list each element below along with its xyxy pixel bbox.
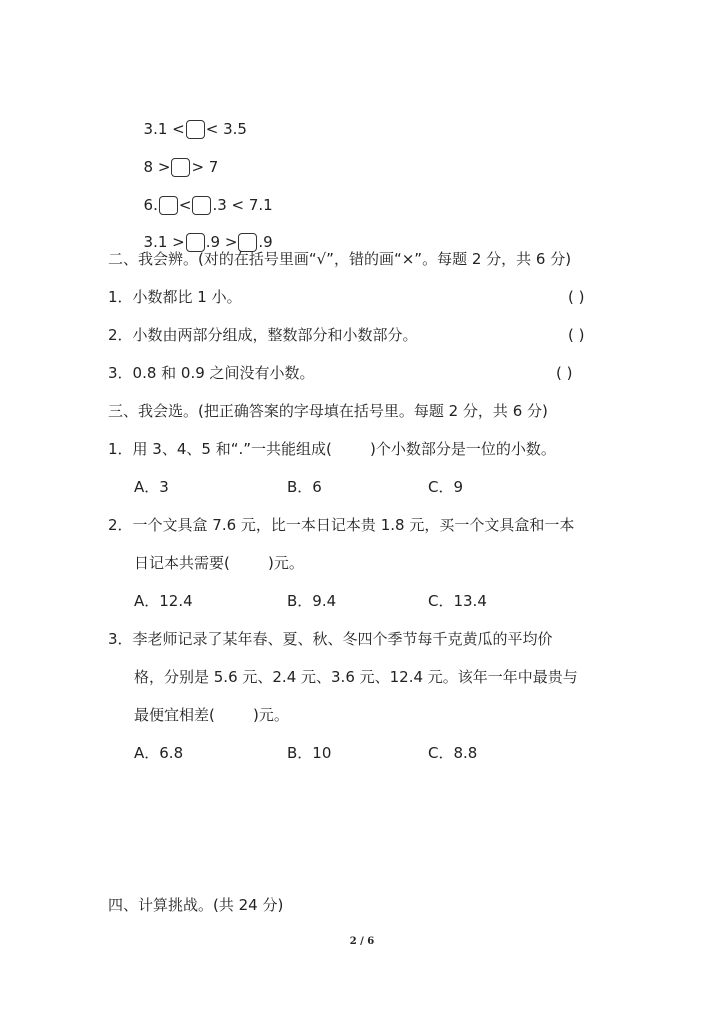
judge-answer-paren-3[interactable]: ( ) (556, 364, 573, 382)
fill-row-4-b: .9 > (205, 233, 238, 251)
page-number: 2 / 6 (349, 936, 375, 947)
judge-answer-paren-1[interactable]: ( ) (568, 288, 585, 306)
fill-row-2 (134, 137, 218, 177)
q2-option-a[interactable]: A．12.4 (134, 592, 193, 610)
choice-q3-line-1: 3．李老师记录了某年春、夏、秋、冬四个季节每千克黄瓜的平均价 (108, 630, 553, 648)
fill-row-3-a: 6. (143, 196, 158, 214)
choice-q3-line-2: 格，分别是 5.6 元、2.4 元、3.6 元、12.4 元。该年一年中最贵与 (134, 668, 578, 686)
judge-answer-paren-2[interactable]: ( ) (568, 326, 585, 344)
fill-row-4-c: .9 (258, 233, 273, 251)
judge-item-1: 1．小数都比 1 小。 (108, 288, 242, 306)
q3-option-c[interactable]: C．8.8 (428, 744, 478, 762)
q1-option-a[interactable]: A．3 (134, 478, 169, 496)
q1-option-c[interactable]: C．9 (428, 478, 464, 496)
fill-row-1 (134, 99, 247, 139)
choice-q2-line-1: 2．一个文具盒 7.6 元，比一本日记本贵 1.8 元，买一个文具盒和一本 (108, 516, 575, 534)
section-3-heading: 三、我会选。(把正确答案的字母填在括号里。每题 2 分，共 6 分) (108, 402, 548, 420)
fill-row-4 (134, 212, 273, 252)
q3-option-a[interactable]: A．6.8 (134, 744, 184, 762)
q2-option-b[interactable]: B．9.4 (287, 592, 337, 610)
q3-option-b[interactable]: B．10 (287, 744, 332, 762)
fill-row-2-left: 8 > (143, 158, 171, 176)
section-2-heading: 二、我会辨。(对的在括号里画“√”，错的画“×”。每题 2 分，共 6 分) (108, 250, 572, 268)
fill-row-4-a: 3.1 > (143, 233, 185, 251)
judge-item-2: 2．小数由两部分组成，整数部分和小数部分。 (108, 326, 418, 344)
fill-row-3-c: .3 < 7.1 (212, 196, 273, 214)
section-4-heading: 四、计算挑战。(共 24 分) (108, 896, 284, 914)
fill-row-1-left: 3.1 < (143, 120, 185, 138)
q2-option-c[interactable]: C．13.4 (428, 592, 487, 610)
fill-row-1-right: < 3.5 (205, 120, 247, 138)
fill-row-2-right: > 7 (191, 158, 219, 176)
judge-item-3: 3．0.8 和 0.9 之间没有小数。 (108, 364, 315, 382)
choice-q1: 1．用 3、4、5 和“.”一共能组成( )个小数部分是一位的小数。 (108, 440, 556, 458)
choice-q3-line-3: 最便宜相差( )元。 (134, 706, 289, 724)
q1-option-b[interactable]: B．6 (287, 478, 322, 496)
choice-q2-line-2: 日记本共需要( )元。 (134, 554, 304, 572)
fill-row-3-b: < (178, 196, 192, 214)
fill-row-3 (134, 175, 273, 215)
